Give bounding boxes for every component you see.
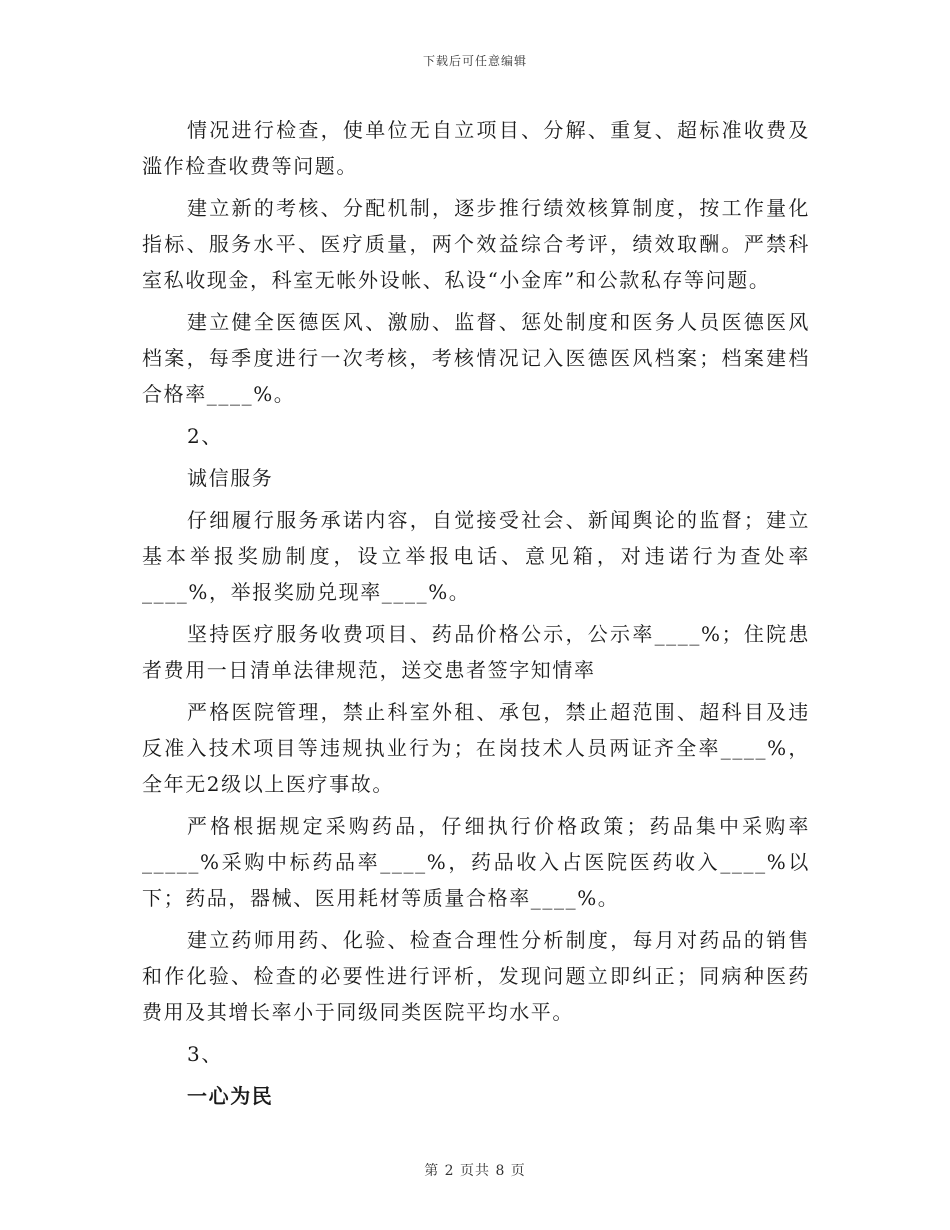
section-title-serve-people: 一心为民 [187, 1084, 274, 1108]
paragraph-8: 建立药师用药、化验、检查合理性分析制度，每月对药品的销售和作化验、检查的必要性进行评析，发现问题立即纠正；同病种医药费用及其增长率小于同级同类医院平均水平。 [142, 928, 810, 1024]
page-footer: 第 2 页共 8 页 [424, 1163, 526, 1179]
document-body [142, 112, 810, 1120]
paragraph-2: 建立新的考核、分配机制，逐步推行绩效核算制度，按工作量化指标、服务水平、医疗质量，两个效益综合考评，绩效取酬。严禁科室私收现金，科室无帐外设帐、私设“小金库”和公款私存等问题。 [142, 196, 810, 292]
paragraph-7: 严格根据规定采购药品，仔细执行价格政策；药品集中采购率_____%采购中标药品率____%，药品收入占医院医药收入____%以下；药品，器械、医用耗材等质量合格率____%。 [142, 814, 810, 910]
paragraph-3: 建立健全医德医风、激励、监督、惩处制度和医务人员医德医风档案，每季度进行一次考核，考核情况记入医德医风档案；档案建档合格率____%。 [142, 310, 810, 406]
page-header: 下载后可任意编辑 [422, 54, 527, 68]
paragraph-6: 严格医院管理，禁止科室外租、承包，禁止超范围、超科目及违反准入技术项目等违规执业行为；在岗技术人员两证齐全率____%，全年无2级以上医疗事故。 [142, 700, 810, 796]
paragraph-4: 仔细履行服务承诺内容，自觉接受社会、新闻舆论的监督；建立基本举报奖励制度，设立举报电话、意见箱，对违诺行为查处率____%，举报奖励兑现率____%。 [142, 508, 810, 604]
paragraph-5: 坚持医疗服务收费项目、药品价格公示，公示率____%；住院患者费用一日清单法律规范，送交患者签字知情率 [142, 622, 810, 682]
paragraph-1: 情况进行检查，使单位无自立项目、分解、重复、超标准收费及滥作检查收费等问题。 [142, 118, 810, 178]
section-number-3: 3、 [187, 1042, 223, 1066]
section-number-2: 2、 [187, 424, 223, 448]
section-title-integrity-service: 诚信服务 [187, 466, 274, 490]
